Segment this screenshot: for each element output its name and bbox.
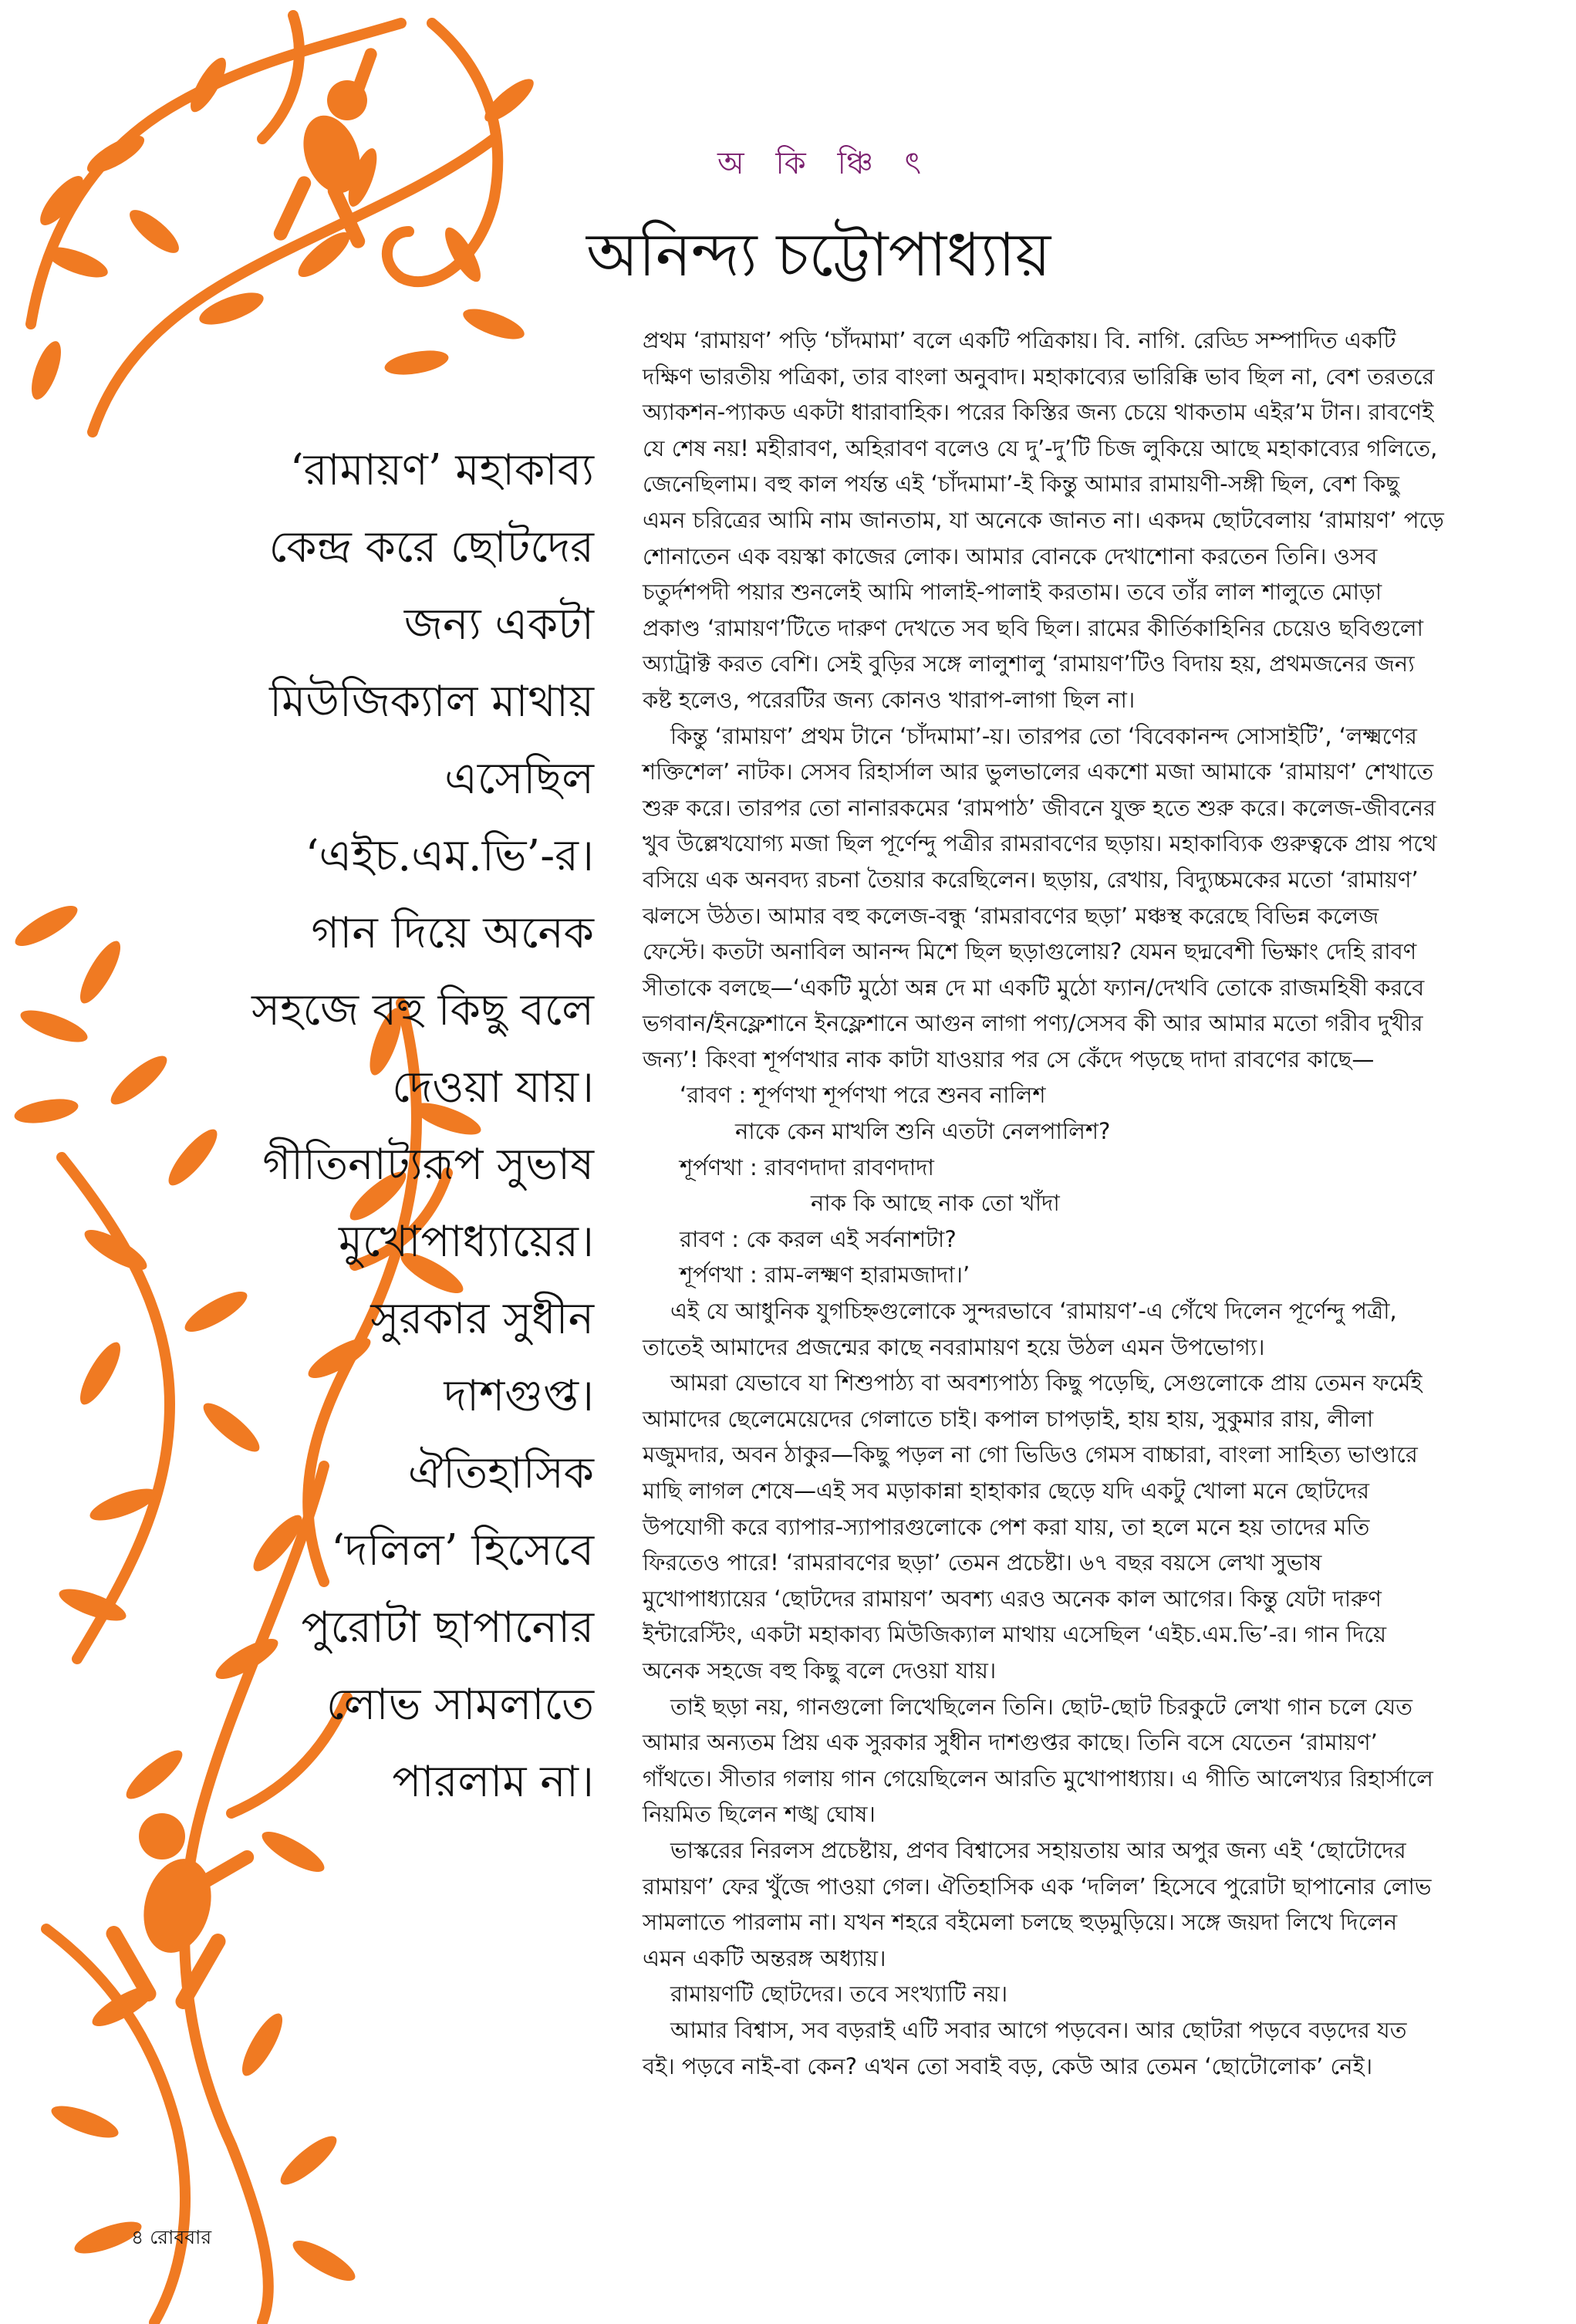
verse-block [643, 1077, 1445, 1293]
pull-quote-line: দেওয়া যায়। [392, 1062, 594, 1113]
verse-line: নাক কি আছে নাক তো খাঁদা [811, 1190, 1060, 1217]
pull-quote [116, 432, 594, 1821]
pull-quote-line: লোভ সামলাতে [326, 1680, 594, 1730]
pull-quote-line: ‘রামায়ণ’ মহাকাব্য [289, 445, 594, 495]
page-folio: ৪ রোববার [131, 2226, 212, 2248]
pull-quote-line: পারলাম না। [392, 1757, 594, 1807]
pull-quote-line: গীতিনাট্যরূপ সুভাষ [262, 1140, 594, 1190]
pull-quote-line: পুরোটা ছাপানোর [301, 1603, 594, 1653]
pull-quote-line: সুরকার সুধীন [370, 1294, 594, 1344]
verse-line: ‘রাবণ : শূর্পণখা শূর্পণখা পরে শুনব নালিশ [680, 1082, 1046, 1109]
pull-quote-line: ‘এইচ.এম.ভি’-র। [305, 831, 594, 881]
pull-quote-line: গান দিয়ে অনেক [311, 908, 594, 958]
pull-quote-line: ‘দলিল’ হিসেবে [331, 1525, 594, 1576]
pull-quote-line: এসেছিল [444, 754, 594, 804]
pull-quote-line: মুখোপাধ্যায়ের। [338, 1217, 594, 1267]
section-kicker: অ কি ঞ্চি ৎ [717, 146, 932, 181]
article-paragraph: প্রথম ‘রামায়ণ’ পড়ি ‘চাঁদমামা’ বলে একটি পত্রিকায়। বি. নাগি. রেড্ডি সম্পাদিত একটি দক্ষিণ ভারতীয় পত্রিকা, তার বাংলা অনুবাদ। মহাকাব্যের ভারিক্কি ভাব ছিল না, বেশ তরতরে অ্যাকশন-প্যাকড একটা ধারাবাহিক। পরের কিস্তির জন্য চেয়ে থাকতাম এইর’ম টান। রাবণেই যে শেষ নয়! মহীরাবণ, অহিরাবণ বলেও যে দু’-দু’টি চিজ লুকিয়ে আছে মহাকাব্যের গলিতে, জেনেছিলাম। বহু কাল পর্যন্ত এই ‘চাঁদমামা’-ই কিন্তু আমার রামায়ণী-সঙ্গী ছিল, বেশ কিছু এমন চরিত্রের আমি নাম জানতাম, যা অনেকে জানত না। একদম ছোটবেলায় ‘রামায়ণ’ পড়ে শোনাতেন এক বয়স্কা কাজের লোক। আমার বোনকে দেখাশোনা করতেন তিনি। ওসব চতুর্দশপদী পয়ার শুনলেই আমি পালাই-পালাই করতাম। তবে তাঁর লাল শালুতে মোড়া প্রকাণ্ড ‘রামায়ণ’টিতে দারুণ দেখতে সব ছবি ছিল। রামের কীর্তিকাহিনির চেয়েও ছবিগুলো অ্যাট্রাক্ট করত বেশি। সেই বুড়ির সঙ্গে লালুশালু ‘রামায়ণ’টিও বিদায় হয়, প্রথমজনের জন্য কষ্ট হলেও, পরেরটির জন্য কোনও খারাপ-লাগা ছিল না। [643, 327, 1444, 713]
verse-line: শূর্পণখা : রাবণদাদা রাবণদাদা [680, 1154, 934, 1181]
pull-quote-line: জন্য একটা [403, 600, 594, 650]
article-paragraph: আমার বিশ্বাস, সব বড়রাই এটি সবার আগে পড়বেন। আর ছোটরা পড়বে বড়দের যত বই। পড়বে নাই-বা কেন? এখন তো সবাই বড়, কেউ আর তেমন ‘ছোটোলোক’ নেই। [643, 2016, 1407, 2079]
author-name: অনিন্দ্য চট্টোপাধ্যায় [586, 221, 1051, 290]
verse-line: শূর্পণখা : রাম-লক্ষ্মণ হারামজাদা।’ [680, 1262, 970, 1289]
article-paragraph: তাই ছড়া নয়, গানগুলো লিখেছিলেন তিনি। ছোট-ছোট চিরকুটে লেখা গান চলে যেত আমার অন্যতম প্রিয় এক সুরকার সুধীন দাশগুপ্তর কাছে। তিনি বসে যেতেন ‘রামায়ণ’ গাঁথতে। সীতার গলায় গান গেয়েছিলেন আরতি মুখোপাধ্যায়। এ গীতি আলেখ্যর রিহার্সালে নিয়মিত ছিলেন শঙ্খ ঘোষ। [643, 1693, 1433, 1828]
verse-line: নাকে কেন মাখলি শুনি এতটা নেলপালিশ? [735, 1118, 1111, 1145]
pull-quote-line: ঐতিহাসিক [408, 1448, 594, 1498]
verse-line: রাবণ : কে করল এই সর্বনাশটা? [680, 1225, 957, 1252]
article-paragraph: এই যে আধুনিক যুগচিহ্নগুলোকে সুন্দরভাবে ‘রামায়ণ’-এ গেঁথে দিলেন পূর্ণেন্দু পত্রী, তাতেই আমাদের প্রজন্মের কাছে নবরামায়ণ হয়ে উঠল এমন উপভোগ্য। [643, 1298, 1397, 1360]
article-paragraph: রামায়ণটি ছোটদের। তবে সংখ্যাটি নয়। [670, 1981, 1008, 2008]
pull-quote-line: কেন্দ্র করে ছোটদের [268, 522, 594, 573]
article-body [643, 323, 1445, 2084]
pull-quote-line: সহজে বহু কিছু বলে [251, 985, 594, 1035]
pull-quote-line: দাশগুপ্ত। [444, 1371, 594, 1421]
pull-quote-line: মিউজিক্যাল মাথায় [269, 677, 594, 727]
article-paragraph: কিন্তু ‘রামায়ণ’ প্রথম টানে ‘চাঁদমামা’-য়। তারপর তো ‘বিবেকানন্দ সোসাইটি’, ‘লক্ষ্মণের শক্তিশেল’ নাটক। সেসব রিহার্সাল আর ভুলভালের একশো মজা আমাকে ‘রামায়ণ’ শেখাতে শুরু করে। তারপর তো নানারকমের ‘রামপাঠ’ জীবনে যুক্ত হতে শুরু করে। কলেজ-জীবনের খুব উল্লেখযোগ্য মজা ছিল পূর্ণেন্দু পত্রীর রামরাবণের ছড়ায়। মহাকাব্যিক গুরুত্বকে প্রায় পথে বসিয়ে এক অনবদ্য রচনা তৈয়ার করেছিলেন। ছড়ায়, রেখায়, বিদ্যুচ্চমকের মতো ‘রামায়ণ’ ঝলসে উঠত। আমার বহু কলেজ-বন্ধু ‘রামরাবণের ছড়া’ মঞ্চস্থ করেছে বিভিন্ন কলেজ ফেস্টে। কতটা অনাবিল আনন্দ মিশে ছিল ছড়াগুলোয়? যেমন ছদ্মবেশী ভিক্ষাং দেহি রাবণ সীতাকে বলছে—‘একটি মুঠো অন্ন দে মা একটি মুঠো ফ্যান/দেখবি তোকে রাজমহিষী করবে ভগবান/ইনফ্লেশানে ইনফ্লেশানে আগুন লাগা পণ্য/সেসব কী আর আমার মতো গরীব দুখীর জন্য’! কিংবা শূর্পণখার নাক কাটা যাওয়ার পর সে কেঁদে পড়ছে দাদা রাবণের কাছে— [643, 722, 1437, 1072]
article-paragraph: ভাস্করের নিরলস প্রচেষ্টায়, প্রণব বিশ্বাসের সহায়তায় আর অপুর জন্য এই ‘ছোটোদের রামায়ণ’ ফের খুঁজে পাওয়া গেল। ঐতিহাসিক এক ‘দলিল’ হিসেবে পুরোটা ছাপানোর লোভ সামলাতে পারলাম না। যখন শহরে বইমেলা চলছে হুড়মুড়িয়ে। সঙ্গে জয়দা লিখে দিলেন এমন একটি অন্তরঙ্গ অধ্যায়। [643, 1836, 1432, 1971]
article-paragraph: আমরা যেভাবে যা শিশুপাঠ্য বা অবশ্যপাঠ্য কিছু পড়েছি, সেগুলোকে প্রায় তেমন ফর্মেই আমাদের ছেলেমেয়েদের গেলাতে চাই। কপাল চাপড়াই, হায় হায়, সুকুমার রায়, লীলা মজুমদার, অবন ঠাকুর—কিছু পড়ল না গো ভিডিও গেমস বাচ্চারা, বাংলা সাহিত্য ভাণ্ডারে মাছি লাগল শেষে—এই সব মড়াকান্না হাহাকার ছেড়ে যদি একটু খোলা মনে ছোটদের উপযোগী করে ব্যাপার-স্যাপারগুলোকে পেশ করা যায়, তা হলে মনে হয় তাদের মতি ফিরতেও পারে! ‘রামরাবণের ছড়া’ তেমন প্রচেষ্টা। ৬৭ বছর বয়সে লেখা সুভাষ মুখোপাধ্যায়ের ‘ছোটদের রামায়ণ’ অবশ্য এরও অনেক কাল আগের। কিন্তু যেটা দারুণ ইন্টারেস্টিং, একটা মহাকাব্য মিউজিক্যাল মাথায় এসেছিল ‘এইচ.এম.ভি’-র। গান দিয়ে অনেক সহজে বহু কিছু বলে দেওয়া যায়। [643, 1370, 1422, 1684]
